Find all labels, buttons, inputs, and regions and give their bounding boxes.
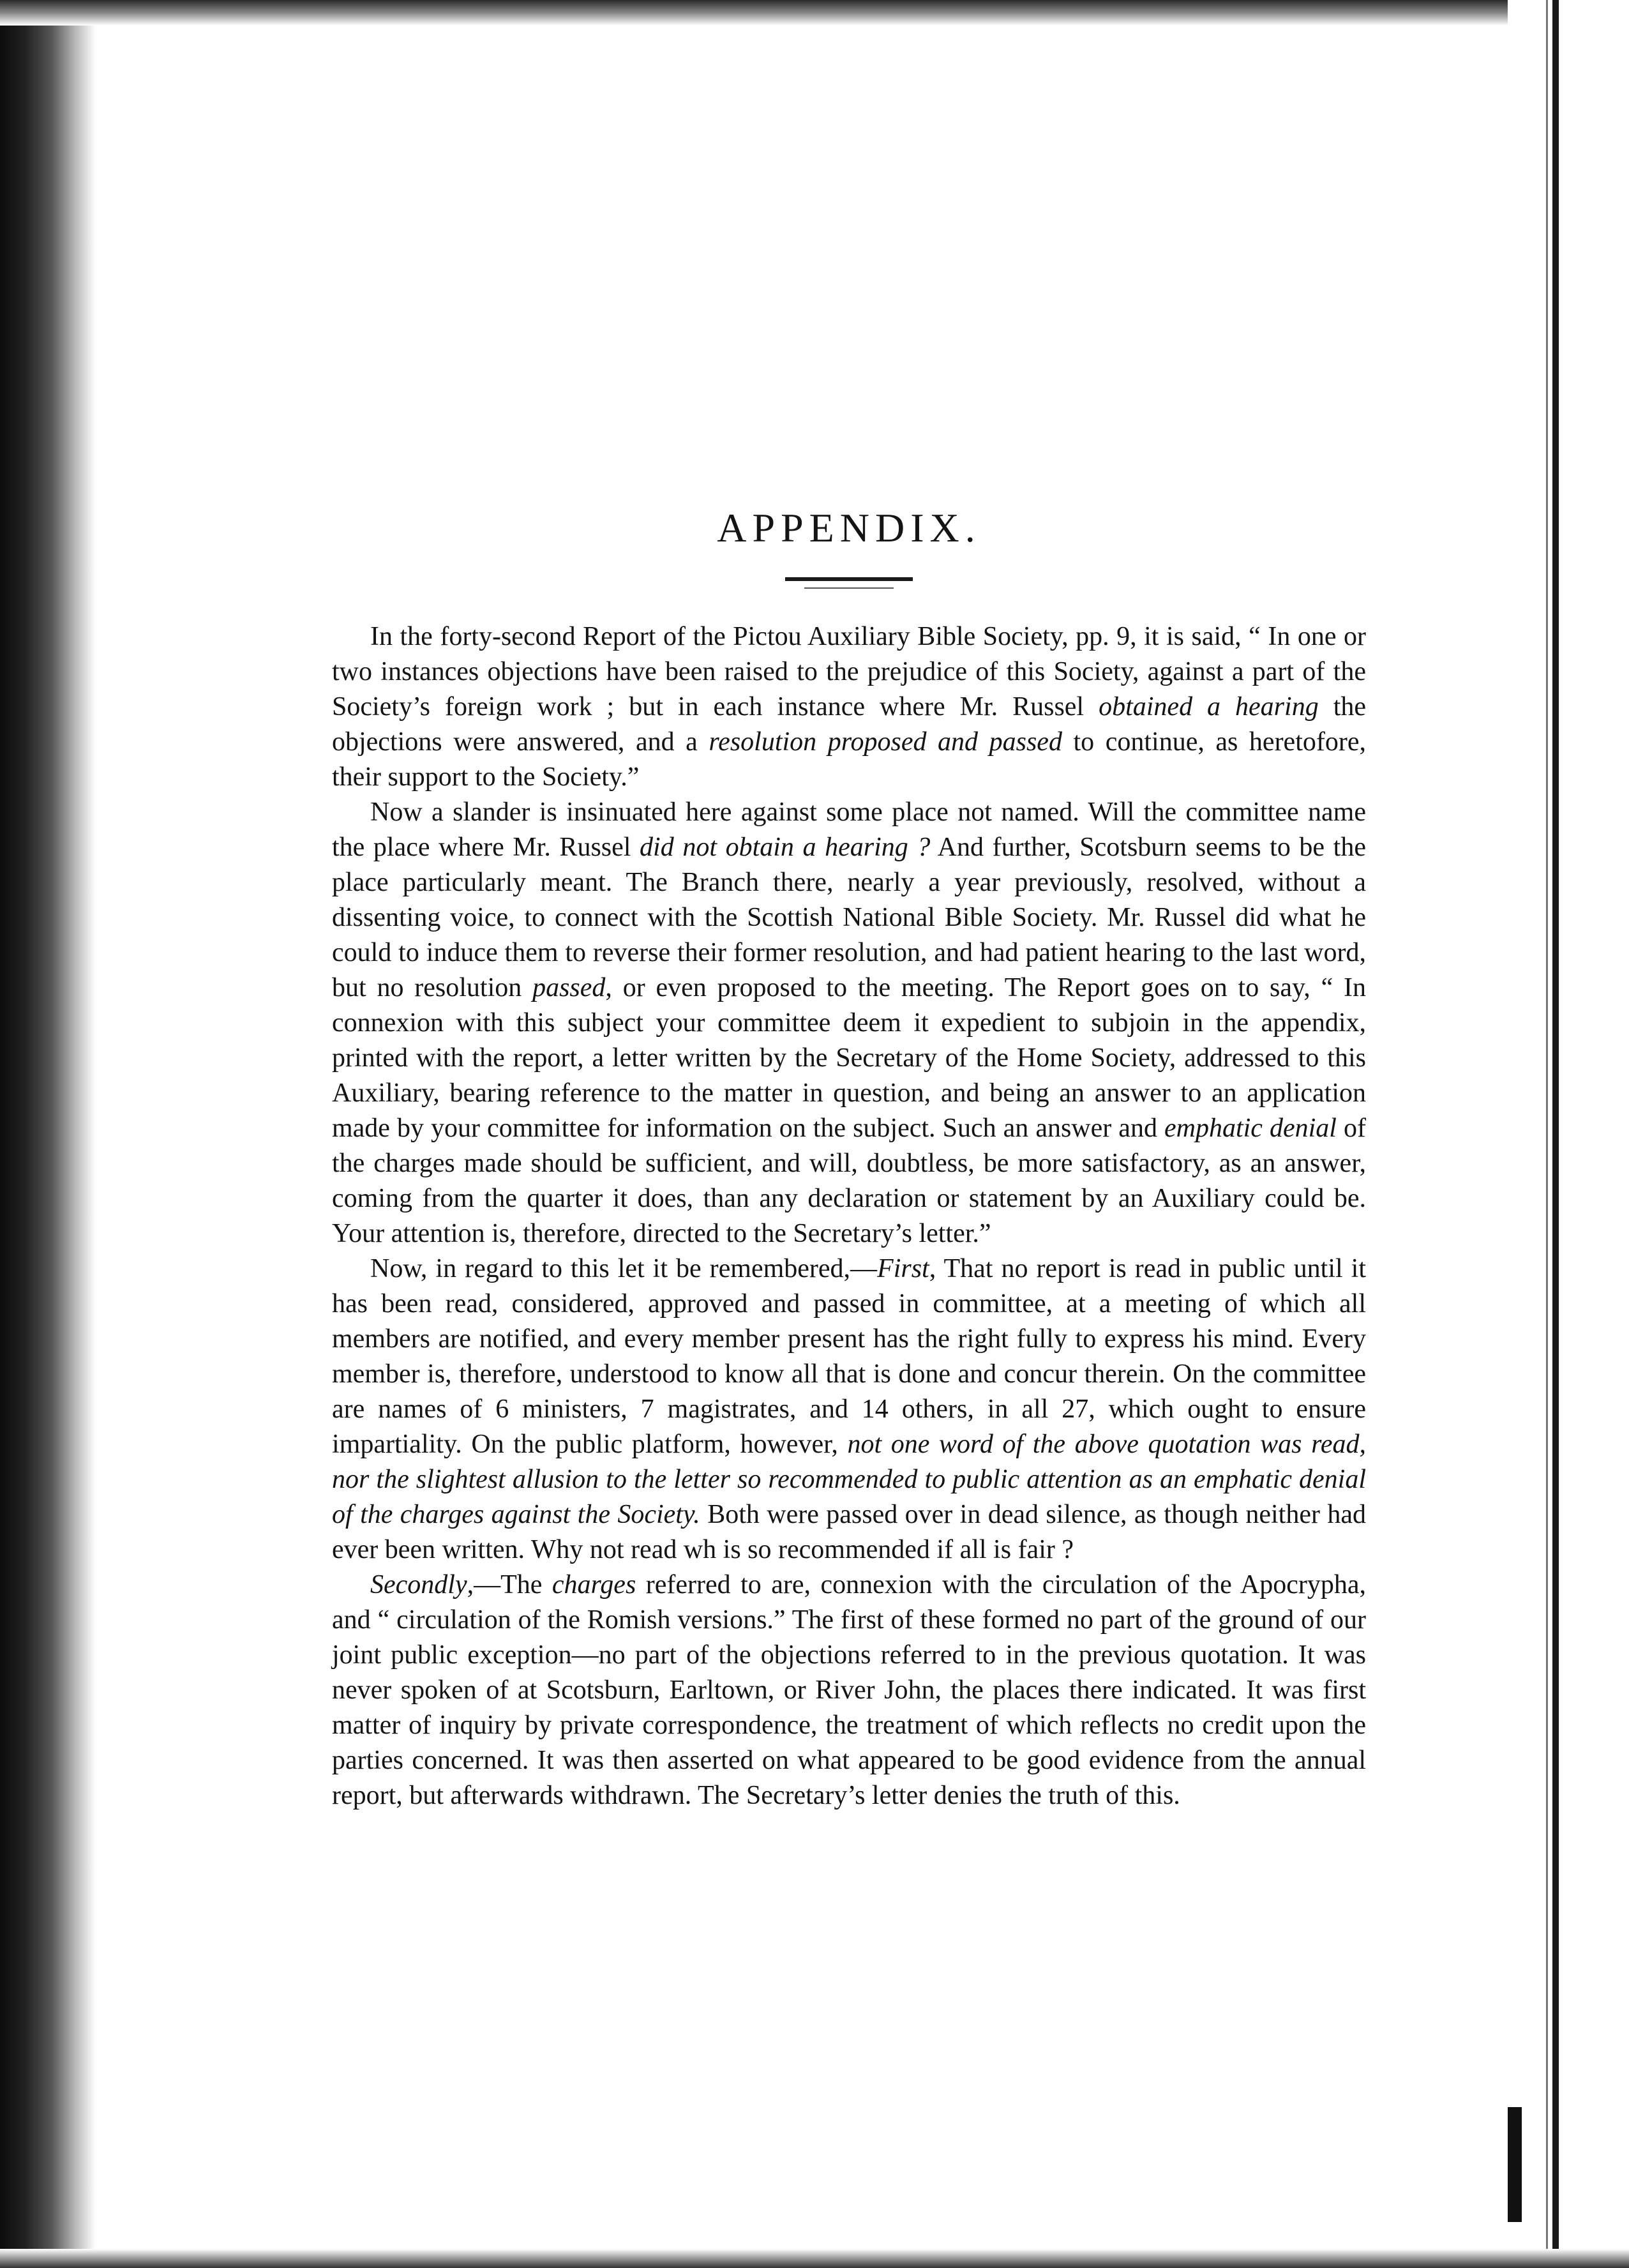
- italic-run: obtained a hearing: [1099, 692, 1319, 722]
- text-run: , or even proposed to the meeting. The Report goes on to say, “ In connexion with this subject your committee deem it expedient to subjoin in the appendix, printed with the report, a letter written by the Secretary of the Home Society, addressed to this Auxiliary, bearing reference to the matter in question, and being an answer to an application made by your committee for information on the subject. Such an answer and: [332, 973, 1367, 1143]
- text-run: Now a slander is insinuated here against some place not named. Will the committee name the place where Mr. Russel: [332, 798, 1366, 862]
- italic-run: resolution proposed and passed: [709, 727, 1062, 757]
- text-run: , That no report is read in public until it has been read, considered, approved and passed in committee, at a meeting of which all members are notified, and every member present has the right fully to express his mind. Every member is, therefore, understood to know all that is done and concur therein. On the committee are names of 6 ministers, 7 magistrates, and 14 others, in all 27, which ought to ensure impartiality. On the public platform, however,: [332, 1254, 1366, 1459]
- text-run: And further, Scotsburn seems to be the place particularly meant. The Branch there, nearly a year previously, resolved, without a dissenting voice, to connect with the Scottish National Bible Society. Mr. Russel did what he could to induce them to reverse their former resolution, and had patient hearing to the last word, but no resolution: [332, 833, 1366, 1002]
- italic-run: charges: [552, 1570, 636, 1599]
- text-run: In the forty-second Report of the Pictou Auxiliary Bible Society, pp. 9, it is said, “ In one or two instances objections have been raised to the prejudice of this Society, against a part of the Society’s foreign work ; but in each instance where Mr. Russel: [332, 622, 1366, 722]
- italic-run: passed: [532, 973, 606, 1002]
- italic-run: First: [877, 1254, 929, 1283]
- text-run: the objections were answered, and a: [332, 692, 1366, 757]
- text-run: Both were passed over in dead silence, as though neither had ever been written. Why not read wh is so recommended if all is fair ?: [332, 1500, 1366, 1564]
- italic-run: not one word of the above quotation was read, nor the slightest allusion to the letter so recommended to public attention as an emphatic denial of the charges against the Society.: [332, 1430, 1367, 1529]
- paragraph-2: [332, 795, 1366, 1251]
- scan-edge-top: [0, 0, 1629, 26]
- page-heading: APPENDIX.: [717, 505, 981, 550]
- page-gutter-rule: [1552, 0, 1559, 2268]
- ink-blot: [1508, 2107, 1522, 2222]
- heading-divider: [785, 577, 913, 581]
- text-run: of the charges made should be sufficient, and will, doubtless, be more satisfactory, as an answer, coming from the quarter it does, than any declaration or statement by an Auxiliary could be. Your attention is, therefore, directed to the Secretary’s letter.”: [332, 1114, 1366, 1248]
- page-content: [332, 504, 1366, 1813]
- scan-edge-left: [0, 0, 96, 2268]
- scan-edge-right: [1508, 0, 1629, 2268]
- italic-run: emphatic denial: [1164, 1114, 1337, 1143]
- paragraph-3: [332, 1251, 1366, 1568]
- text-run: ,—The: [467, 1570, 552, 1599]
- text-run: referred to are, connexion with the circulation of the Apocrypha, and “ circulation of the Romish versions.” The first of these formed no part of the ground of our joint public exception—no part of the objections referred to in the previous quotation. It was never spoken of at Scotsburn, Earltown, or River John, the places there indicated. It was first matter of inquiry by private correspondence, the treatment of which reflects no credit upon the parties concerned. It was then asserted on what appeared to be good evidence from the annual report, but afterwards withdrawn. The Secretary’s letter denies the truth of this.: [332, 1570, 1366, 1810]
- text-run: Now, in regard to this let it be remembered,—: [370, 1254, 878, 1283]
- paragraph-1: [332, 619, 1366, 795]
- text-run: to continue, as heretofore, their support to the Society.”: [332, 727, 1366, 792]
- scan-edge-bottom: [0, 2249, 1629, 2268]
- page-gutter-line: [1546, 0, 1548, 2268]
- italic-run: did not obtain a hearing ?: [640, 833, 931, 862]
- paragraph-4: [332, 1568, 1366, 1813]
- body-text: [332, 619, 1366, 1813]
- italic-run: Secondly: [370, 1570, 467, 1599]
